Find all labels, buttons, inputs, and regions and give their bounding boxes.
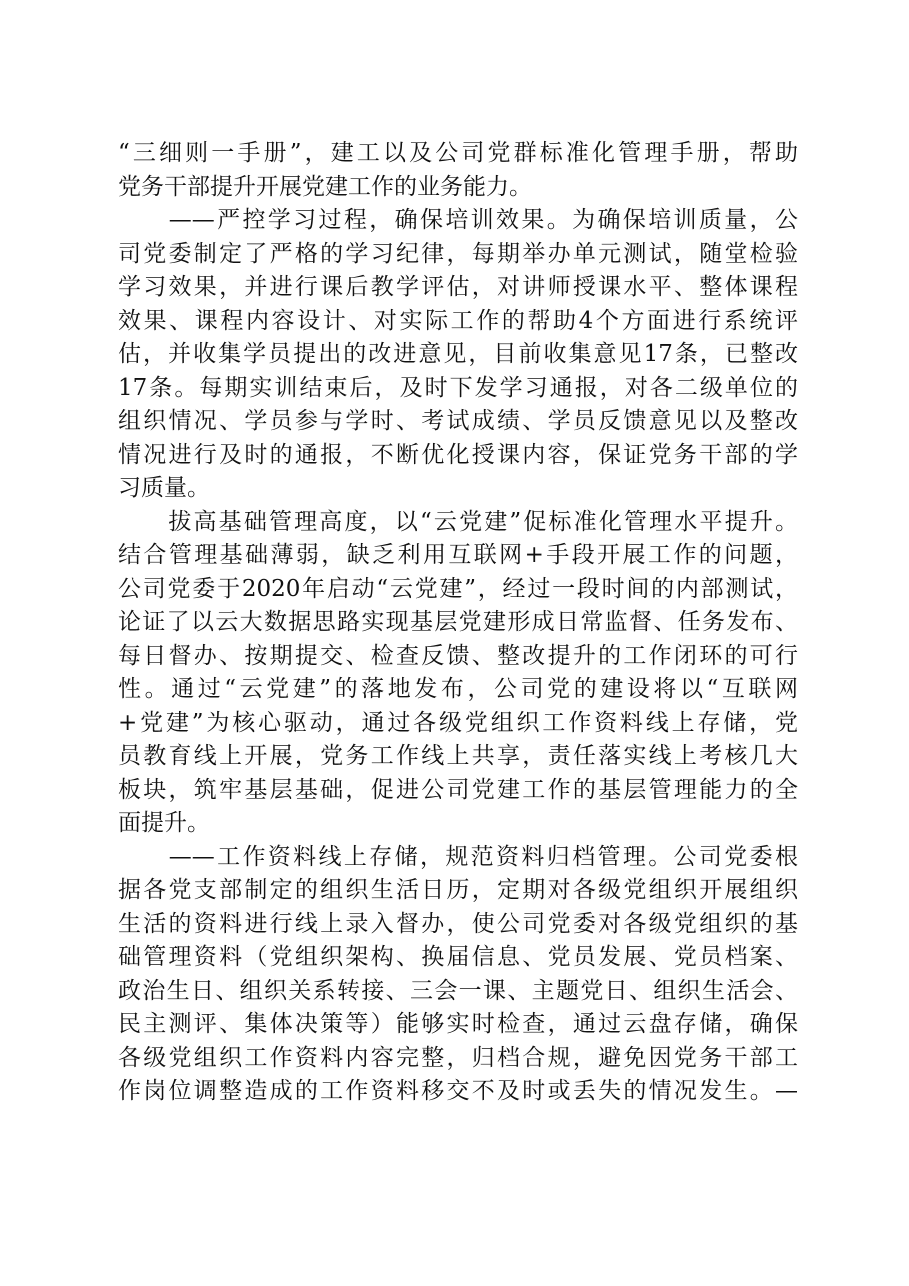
text-line: +党建”为核心驱动，通过各级党组织工作资料线上存储，党	[118, 709, 798, 736]
text-line: ——工作资料线上存储，规范资料归档管理。公司党委根	[118, 843, 798, 870]
text-line: 拔高基础管理高度，以“云党建”促标准化管理水平提升。	[118, 508, 798, 535]
text-line: 党务干部提升开展党建工作的业务能力。	[118, 173, 532, 200]
text-line: 组织情况、学员参与学时、考试成绩、学员反馈意见以及整改	[118, 408, 798, 434]
text-line: 学习效果，并进行课后教学评估，对讲师授课水平、整体课程	[118, 274, 798, 300]
text-line: 每日督办、按期提交、检查反馈、整改提升的工作闭环的可行	[118, 642, 798, 669]
text-line: 民主测评、集体决策等）能够实时检查，通过云盘存储，确保	[118, 1011, 798, 1037]
text-line: ——严控学习过程，确保培训效果。为确保培训质量，公	[118, 207, 798, 233]
text-line: 作岗位调整造成的工作资料移交不及时或丢失的情况发生。—	[118, 1078, 798, 1104]
text-line: 础管理资料（党组织架构、换届信息、党员发展、党员档案、	[118, 944, 798, 970]
text-line: 板块，筑牢基层基础，促进公司党建工作的基层管理能力的全	[118, 776, 798, 803]
text-line: 生活的资料进行线上录入督办，使公司党委对各级党组织的基	[118, 910, 798, 937]
text-line: 公司党委于2020年启动“云党建”，经过一段时间的内部测试，	[118, 575, 798, 602]
text-line: 政治生日、组织关系转接、三会一课、主题党日、组织生活会、	[118, 977, 798, 1004]
text-line: 习质量。	[118, 475, 210, 501]
text-line: 17条。每期实训结束后，及时下发学习通报，对各二级单位的	[118, 374, 798, 401]
text-line: “三细则一手册”，建工以及公司党群标准化管理手册，帮助	[118, 140, 798, 166]
text-line: 论证了以云大数据思路实现基层党建形成日常监督、任务发布、	[118, 609, 798, 635]
text-line: 性。通过“云党建”的落地发布，公司党的建设将以“互联网	[118, 676, 798, 702]
text-line: 员教育线上开展，党务工作线上共享，责任落实线上考核几大	[118, 743, 798, 769]
text-line: 据各党支部制定的组织生活日历，定期对各级党组织开展组织	[118, 877, 798, 903]
text-line: 各级党组织工作资料内容完整，归档合规，避免因党务干部工	[118, 1044, 798, 1071]
body-text	[118, 137, 798, 1109]
text-line: 情况进行及时的通报，不断优化授课内容，保证党务干部的学	[118, 441, 798, 468]
text-line: 结合管理基础薄弱，缺乏利用互联网+手段开展工作的问题，	[118, 542, 798, 568]
text-line: 面提升。	[118, 810, 210, 836]
text-line: 司党委制定了严格的学习纪律，每期举办单元测试，随堂检验	[118, 240, 798, 267]
text-line: 估，并收集学员提出的改进意见，目前收集意见17条，已整改	[118, 341, 798, 367]
text-line: 效果、课程内容设计、对实际工作的帮助4个方面进行系统评	[118, 307, 798, 334]
